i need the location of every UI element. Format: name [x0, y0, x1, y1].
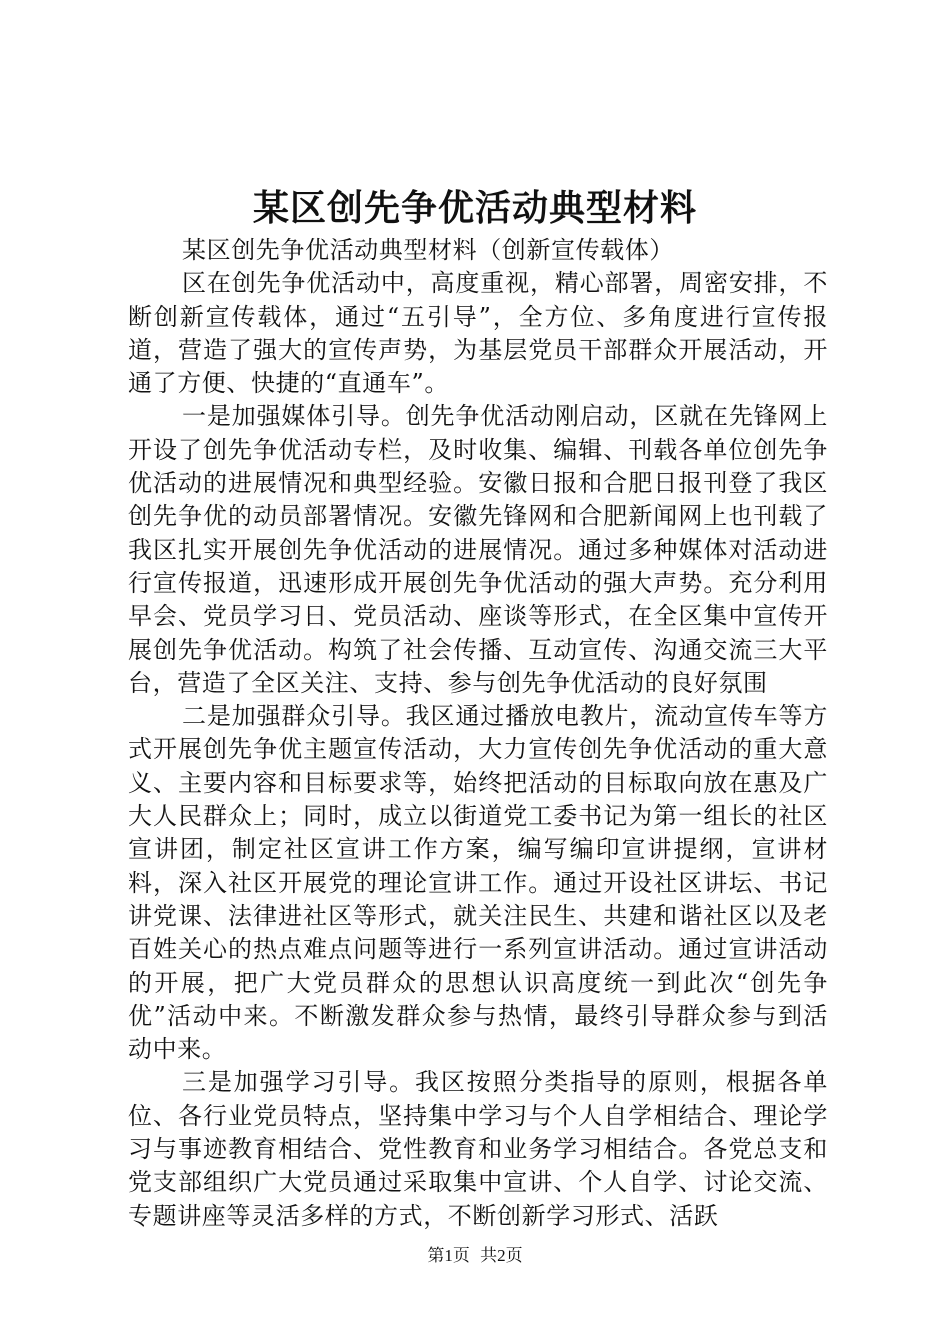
document-body	[128, 234, 828, 1233]
document-title: 某区创先争优活动典型材料	[252, 187, 697, 229]
page-total: 共2页	[480, 1246, 523, 1265]
intro-paragraph: 区在创先争优活动中，高度重视，精心部署，周密安排，不断创新宣传载体，通过“五引导”，全方位、多角度进行宣传报道，营造了强大的宣传声势，为基层党员干部群众开展活动，开通了方便、快捷的“直通车”。	[128, 269, 828, 398]
public-guidance-paragraph: 二是加强群众引导。我区通过播放电教片，流动宣传车等方式开展创先争优主题宣传活动，大力宣传创先争优活动的重大意义、主要内容和目标要求等，始终把活动的目标取向放在惠及广大人民群众上；同时，成立以街道党工委书记为第一组长的社区宣讲团，制定社区宣讲工作方案，编写编印宣讲提纲，宣讲材料，深入社区开展党的理论宣讲工作。通过开设社区讲坛、书记讲党课、法律进社区等形式，就关注民生、共建和谐社区以及老百姓关心的热点难点问题等进行一系列宣讲活动。通过宣讲活动的开展，把广大党员群众的思想认识高度统一到此次“创先争优”活动中来。不断激发群众参与热情，最终引导群众参与到活动中来。	[128, 702, 828, 1064]
study-guidance-paragraph: 三是加强学习引导。我区按照分类指导的原则，根据各单位、各行业党员特点，坚持集中学习与个人自学相结合、理论学习与事迹教育相结合、党性教育和业务学习相结合。各党总支和党支部组织广大党员通过采取集中宣讲、个人自学、讨论交流、专题讲座等灵活多样的方式，不断创新学习形式、活跃	[128, 1068, 828, 1230]
page-footer	[0, 1241, 950, 1266]
media-guidance-paragraph: 一是加强媒体引导。创先争优活动刚启动，区就在先锋网上开设了创先争优活动专栏，及时收集、编辑、刊载各单位创先争优活动的进展情况和典型经验。安徽日报和合肥日报刊登了我区创先争优的动员部署情况。安徽先锋网和合肥新闻网上也刊载了我区扎实开展创先争优活动的进展情况。通过多种媒体对活动进行宣传报道，迅速形成开展创先争优活动的强大声势。充分利用早会、党员学习日、党员活动、座谈等形式，在全区集中宣传开展创先争优活动。构筑了社会传播、互动宣传、沟通交流三大平台，营造了全区关注、支持、参与创先争优活动的良好氛围	[128, 402, 828, 697]
subtitle-paragraph: 某区创先争优活动典型材料（创新宣传载体）	[182, 236, 674, 264]
page-number: 第1页	[427, 1246, 470, 1265]
